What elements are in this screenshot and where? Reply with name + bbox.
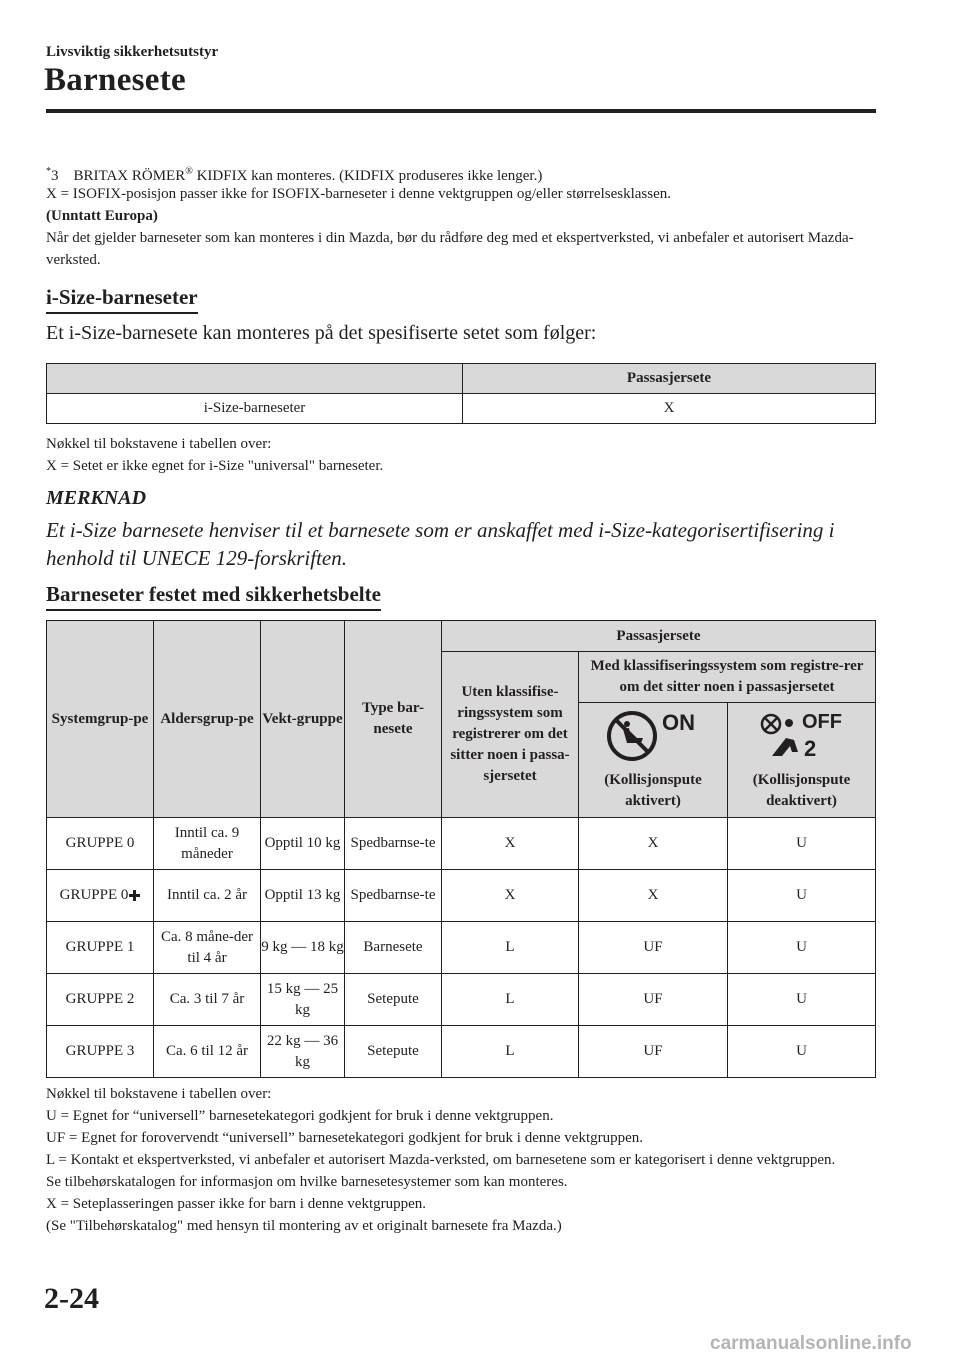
belt-key-u: U = Egnet for “universell” barnesetekategori godkjent for bruk i denne vektgruppen. xyxy=(46,1108,554,1124)
cell-age: Inntil ca. 9 måneder xyxy=(154,818,261,870)
cell-type: Setepute xyxy=(345,974,442,1026)
table-row xyxy=(47,1026,876,1078)
col-age-group: Aldersgrup-pe xyxy=(154,621,261,818)
cell-type: Spedbarnse-te xyxy=(345,818,442,870)
belt-header-row-1 xyxy=(47,621,876,652)
col-airbag-off xyxy=(728,703,876,818)
airbag-off-label: OFF xyxy=(801,711,842,733)
cell-age: Inntil ca. 2 år xyxy=(154,870,261,922)
cell-off: U xyxy=(728,818,876,870)
note-text: Et i-Size barnesete henviser til et barnesete som er anskaffet med i-Size-kategorisertifisering i henhold til UNECE 129-forskriften. xyxy=(46,518,835,570)
airbag-on-text: (Kollisjonspute aktivert) xyxy=(604,772,702,809)
col-passenger-seat: Passasjersete xyxy=(442,621,876,652)
section-label: Livsviktig sikkerhetsutstyr xyxy=(46,44,219,60)
cell-weight: 9 kg — 18 kg xyxy=(261,922,345,974)
isize-row-value: X xyxy=(463,394,876,424)
cell-weight: 22 kg — 36 kg xyxy=(261,1026,345,1078)
plus-icon xyxy=(129,890,140,901)
registered-mark: ® xyxy=(185,166,193,177)
cell-on: UF xyxy=(579,922,728,974)
page-title: Barnesete xyxy=(44,62,186,98)
cell-group: GRUPPE 0 xyxy=(47,818,154,870)
cell-age: Ca. 8 måne-der til 4 år xyxy=(154,922,261,974)
isize-heading: i-Size-barneseter xyxy=(46,285,198,314)
footnote-x-line: X = ISOFIX-posisjon passer ikke for ISOFIX-barneseter i denne vektgruppen og/eller størrelsesklassen. xyxy=(46,186,671,202)
cell-age: Ca. 6 til 12 år xyxy=(154,1026,261,1078)
table-row xyxy=(47,394,876,424)
cell-group: GRUPPE 3 xyxy=(47,1026,154,1078)
cell-type: Spedbarnse-te xyxy=(345,870,442,922)
airbag-off-number: 2 xyxy=(803,736,816,761)
table-row xyxy=(47,974,876,1026)
isize-table xyxy=(46,363,876,424)
title-rule xyxy=(46,109,876,113)
watermark: carmanualsonline.info xyxy=(710,1333,912,1354)
isize-intro: Et i-Size-barnesete kan monteres på det spesifiserte setet som følger: xyxy=(46,322,597,344)
belt-key xyxy=(46,1083,886,1237)
col-without-classification: Uten klassifise-ringssystem som registrerer om det sitter noen i passa-sjersetet xyxy=(442,652,579,818)
col-system-group: Systemgrup-pe xyxy=(47,621,154,818)
belt-key-catalog: Se tilbehørskatalogen for informasjon om hvilke barnesetesystemer som kan monteres. xyxy=(46,1174,568,1190)
belt-heading: Barneseter festet med sikkerhetsbelte xyxy=(46,582,381,611)
col-seat-type: Type bar-nesete xyxy=(345,621,442,818)
cell-age: Ca. 3 til 7 år xyxy=(154,974,261,1026)
cell-without: L xyxy=(442,1026,579,1078)
belt-key-heading: Nøkkel til bokstavene i tabellen over: xyxy=(46,1086,272,1102)
airbag-off-icon xyxy=(756,708,848,764)
page-number: 2-24 xyxy=(44,1282,99,1315)
cell-without: X xyxy=(442,818,579,870)
col-with-classification: Med klassifiseringssystem som registre-rer om det sitter noen i passasjersetet xyxy=(579,652,876,703)
belt-key-see: (Se "Tilbehørskatalog" med hensyn til montering av et originalt barnesete fra Mazda.) xyxy=(46,1218,562,1234)
cell-group-text: GRUPPE 0 xyxy=(59,887,129,903)
footnote-number: 3 xyxy=(51,168,59,184)
cell-group: GRUPPE 2 xyxy=(47,974,154,1026)
cell-on: X xyxy=(579,870,728,922)
cell-off: U xyxy=(728,870,876,922)
isize-row-label: i-Size-barneseter xyxy=(47,394,463,424)
cell-off: U xyxy=(728,974,876,1026)
airbag-on-icon xyxy=(607,708,699,764)
airbag-on-label: ON xyxy=(662,710,695,735)
isize-key-x: X = Setet er ikke egnet for i-Size "universal" barneseter. xyxy=(46,458,384,474)
table-row xyxy=(47,818,876,870)
cell-group xyxy=(47,870,154,922)
except-heading: (Unntatt Europa) xyxy=(46,208,158,224)
cell-type: Setepute xyxy=(345,1026,442,1078)
cell-without: X xyxy=(442,870,579,922)
footnote-marker: * xyxy=(46,166,51,177)
cell-weight: 15 kg — 25 kg xyxy=(261,974,345,1026)
belt-key-l: L = Kontakt et ekspertverksted, vi anbefaler et autorisert Mazda-verksted, om barnesetene som er kategorisert i denne vektgruppen. xyxy=(46,1152,836,1168)
cell-without: L xyxy=(442,922,579,974)
cell-on: X xyxy=(579,818,728,870)
cell-on: UF xyxy=(579,1026,728,1078)
isize-table-corner xyxy=(47,364,463,394)
belt-key-uf: UF = Egnet for forovervendt “universell” barnesetekategori godkjent for bruk i denne vektgruppen. xyxy=(46,1130,644,1146)
col-airbag-on xyxy=(579,703,728,818)
cell-weight: Opptil 10 kg xyxy=(261,818,345,870)
cell-type: Barnesete xyxy=(345,922,442,974)
cell-off: U xyxy=(728,922,876,974)
table-row xyxy=(47,870,876,922)
belt-table xyxy=(46,620,876,1078)
isize-table-header xyxy=(47,364,876,394)
isize-col-passenger: Passasjersete xyxy=(463,364,876,394)
table-row xyxy=(47,922,876,974)
cell-group: GRUPPE 1 xyxy=(47,922,154,974)
belt-key-x: X = Seteplasseringen passer ikke for barn i denne vektgruppen. xyxy=(46,1196,427,1212)
cell-weight: Opptil 13 kg xyxy=(261,870,345,922)
footnote-text-a: BRITAX RÖMER xyxy=(73,168,186,184)
except-text: Når det gjelder barneseter som kan monteres i din Mazda, bør du rådføre deg med et ekspertverksted, vi anbefaler et autorisert Mazda-verksted. xyxy=(46,230,854,268)
footnote-text-b: KIDFIX kan monteres. (KIDFIX produseres ikke lenger.) xyxy=(192,168,543,184)
isize-key-heading: Nøkkel til bokstavene i tabellen over: xyxy=(46,436,272,452)
col-weight-group: Vekt-gruppe xyxy=(261,621,345,818)
cell-off: U xyxy=(728,1026,876,1078)
note-heading: MERKNAD xyxy=(46,487,147,509)
cell-on: UF xyxy=(579,974,728,1026)
airbag-off-text: (Kollisjonspute deaktivert) xyxy=(752,772,851,809)
cell-without: L xyxy=(442,974,579,1026)
